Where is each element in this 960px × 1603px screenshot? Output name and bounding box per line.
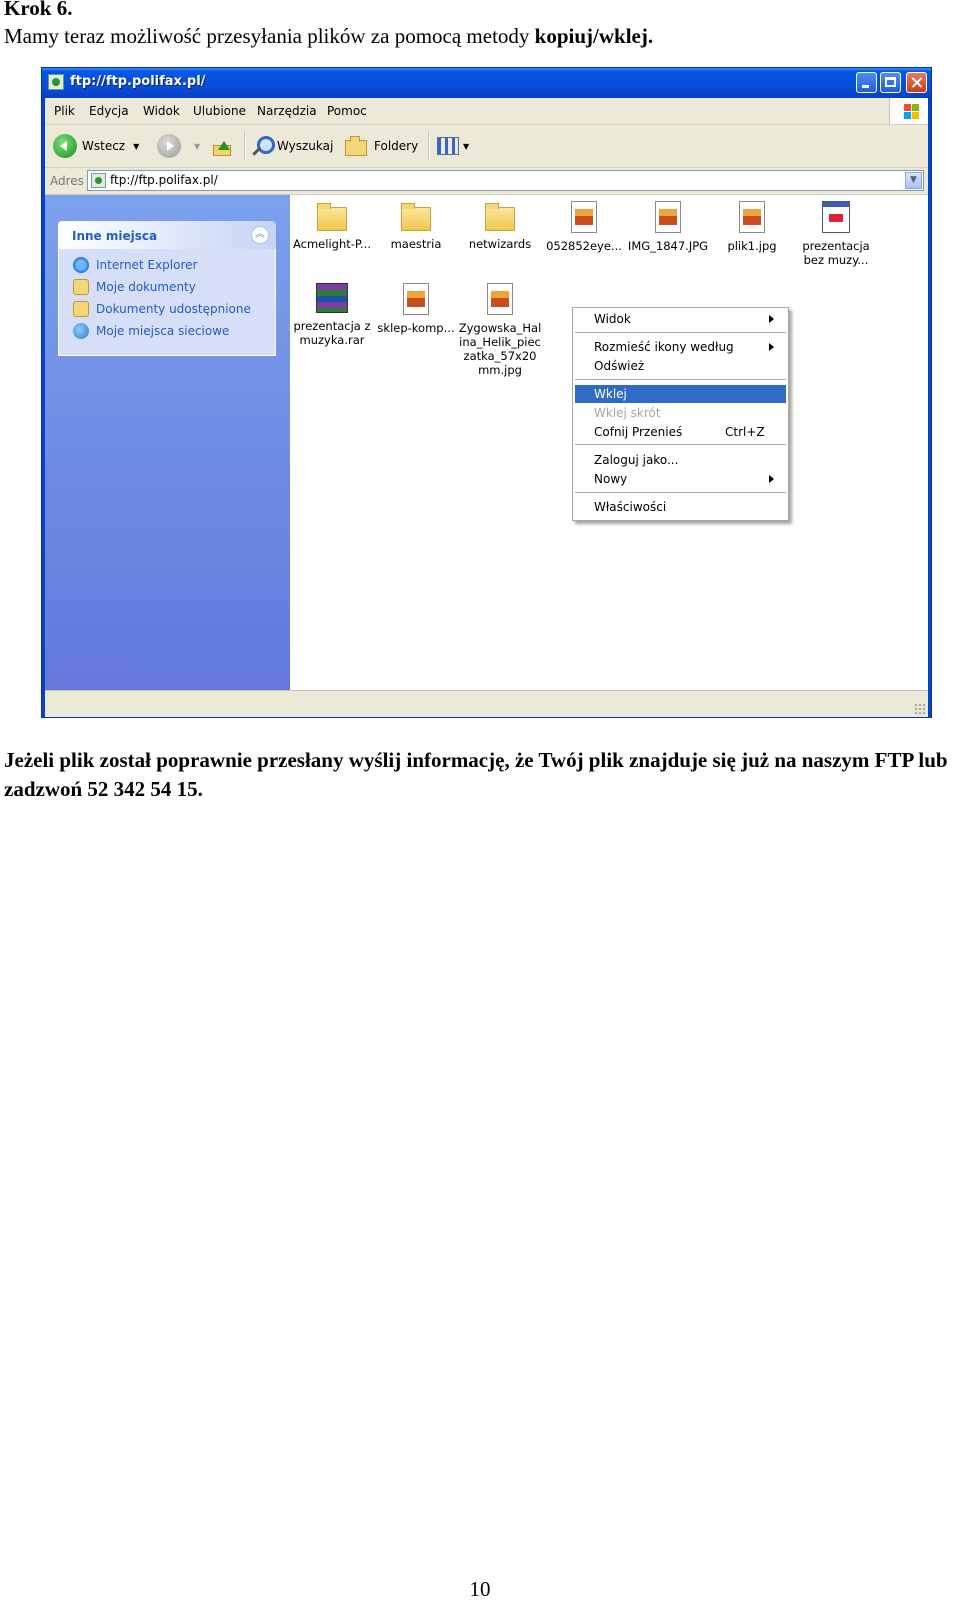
image-file-icon (403, 283, 429, 315)
menu-separator (575, 492, 786, 493)
folders-icon (345, 136, 369, 156)
toolbar (45, 125, 928, 168)
step-heading: Krok 6. (4, 0, 73, 20)
file-item[interactable] (458, 198, 542, 251)
place-label: Dokumenty udostępnione (96, 302, 251, 316)
file-item[interactable] (626, 198, 710, 253)
intro-text: Mamy teraz możliwość przesyłania plików za pomocą metody (4, 24, 535, 48)
place-label: Moje miejsca sieciowe (96, 324, 230, 338)
menu-favorites[interactable]: Ulubione (193, 104, 247, 118)
file-name: sklep-komp... (377, 321, 455, 335)
menu-item-shortcut: Ctrl+Z (725, 425, 765, 439)
intro-bold-text: kopiuj/wklej. (534, 24, 654, 48)
file-name: 052852eye... (546, 239, 622, 253)
image-file-icon (655, 201, 681, 233)
rar-archive-icon (316, 283, 348, 313)
image-file-icon (571, 201, 597, 233)
folder-icon (317, 207, 347, 231)
intro-paragraph (4, 23, 653, 49)
up-folder-button[interactable] (211, 133, 233, 159)
address-value: ftp://ftp.polifax.pl/ (110, 173, 218, 187)
window-title: ftp://ftp.polifax.pl/ (70, 74, 206, 89)
panel-title: Inne miejsca (72, 229, 158, 243)
search-icon (251, 135, 273, 157)
forward-arrow-icon (157, 134, 181, 158)
address-label: Adres (50, 174, 84, 188)
file-name: plik1.jpg (727, 239, 777, 253)
place-internet-explorer[interactable] (59, 254, 275, 276)
menu-bar (45, 98, 928, 125)
views-button[interactable] (437, 133, 469, 159)
place-my-documents[interactable] (59, 276, 275, 298)
my-documents-icon (73, 279, 89, 295)
menu-item-undo-move[interactable] (575, 423, 786, 441)
submenu-arrow-icon (769, 343, 778, 351)
forward-button[interactable] (157, 133, 200, 159)
file-name: Acmelight-P... (292, 237, 371, 251)
menu-item-arrange-icons[interactable] (575, 338, 786, 356)
submenu-arrow-icon (769, 475, 778, 483)
menu-separator (575, 444, 786, 445)
back-arrow-icon (53, 134, 77, 158)
views-icon (437, 137, 459, 155)
context-menu (572, 307, 789, 521)
folders-label: Foldery (374, 139, 419, 153)
file-item[interactable] (542, 198, 626, 253)
menu-edit[interactable]: Edycja (89, 104, 129, 118)
folder-icon (485, 207, 515, 231)
close-button[interactable] (906, 72, 927, 93)
menu-item-label: Zaloguj jako... (594, 453, 679, 467)
file-item[interactable] (710, 198, 794, 253)
menu-view[interactable]: Widok (143, 104, 180, 118)
image-file-icon (739, 201, 765, 233)
other-places-panel (58, 221, 276, 356)
menu-item-paste-shortcut[interactable] (575, 404, 786, 422)
menu-tools[interactable]: Narzędzia (257, 104, 317, 118)
file-name: netwizards (468, 237, 532, 251)
file-name: Zygowska_Halina_Helik_pieczatka_57x20mm.jpg (458, 321, 542, 377)
menu-item-label: Wklej skrót (594, 406, 661, 420)
internet-explorer-icon (73, 257, 89, 273)
explorer-window (41, 67, 932, 718)
image-file-icon (487, 283, 513, 315)
menu-item-label: Cofnij Przenieś (594, 425, 683, 439)
page-number: 10 (469, 1577, 491, 1601)
search-button[interactable] (251, 133, 333, 159)
file-item[interactable] (290, 280, 374, 347)
toolbar-separator (244, 131, 246, 161)
menu-item-view[interactable] (575, 310, 786, 328)
folders-button[interactable] (345, 133, 418, 159)
address-bar (45, 168, 928, 195)
file-name: prezentacja z muzyka.rar (293, 319, 371, 347)
minimize-button[interactable] (856, 72, 877, 93)
submenu-arrow-icon (769, 315, 778, 323)
place-label: Internet Explorer (96, 258, 198, 272)
menu-file[interactable]: Plik (54, 104, 75, 118)
status-bar (45, 690, 928, 717)
file-name: maestria (390, 237, 442, 251)
ftp-folder-icon (91, 173, 106, 188)
file-item[interactable] (290, 198, 374, 251)
menu-item-new[interactable] (575, 470, 786, 488)
menu-separator (575, 332, 786, 333)
chevron-down-icon: ▼ (463, 141, 470, 151)
collapse-icon[interactable]: ︽ (251, 226, 269, 244)
maximize-button[interactable] (880, 72, 901, 93)
task-pane (45, 195, 290, 690)
windows-logo-icon (889, 98, 928, 124)
file-list[interactable] (290, 195, 928, 690)
shared-folder-icon (73, 301, 89, 317)
menu-item-paste[interactable] (575, 385, 786, 403)
menu-item-label: Widok (594, 312, 631, 326)
file-name: prezentacja bez muzy... (802, 239, 870, 267)
place-network-places[interactable] (59, 320, 275, 342)
title-bar[interactable] (42, 68, 931, 98)
menu-item-refresh[interactable] (575, 357, 786, 375)
resize-grip-icon[interactable] (914, 703, 926, 715)
panel-body (58, 249, 276, 356)
chevron-down-icon: ▼ (194, 141, 201, 151)
menu-item-login-as[interactable] (575, 451, 786, 469)
back-label: Wstecz (82, 139, 126, 153)
file-item[interactable] (458, 280, 542, 377)
file-name: IMG_1847.JPG (627, 239, 709, 253)
address-input[interactable] (87, 170, 924, 191)
file-item[interactable] (374, 198, 458, 251)
closing-paragraph: Jeżeli plik został poprawnie przesłany wyślij informację, że Twój plik znajduje się już na naszym FTP lub zadzwoń 52 342 54 15. (4, 748, 948, 801)
panel-header[interactable] (58, 221, 276, 249)
menu-item-label: Wklej (594, 387, 627, 401)
folder-icon (401, 207, 431, 231)
back-button[interactable] (53, 133, 139, 159)
menu-item-label: Właściwości (594, 500, 667, 514)
place-label: Moje dokumenty (96, 280, 196, 294)
ftp-folder-icon (48, 74, 64, 90)
menu-item-label: Nowy (594, 472, 628, 486)
file-item[interactable] (374, 280, 458, 335)
network-places-icon (73, 323, 89, 339)
chevron-down-icon: ▼ (133, 141, 140, 151)
search-label: Wyszukaj (277, 139, 334, 153)
menu-item-properties[interactable] (575, 498, 786, 516)
place-shared-documents[interactable] (59, 298, 275, 320)
chevron-down-icon[interactable]: ▼ (905, 172, 922, 189)
menu-help[interactable]: Pomoc (327, 104, 367, 118)
toolbar-separator (428, 131, 430, 161)
menu-item-label: Rozmieść ikony według (594, 340, 734, 354)
html-file-icon (822, 201, 850, 233)
up-folder-icon (211, 135, 233, 157)
menu-item-label: Odśwież (594, 359, 645, 373)
file-item[interactable] (794, 198, 878, 267)
menu-separator (575, 379, 786, 380)
